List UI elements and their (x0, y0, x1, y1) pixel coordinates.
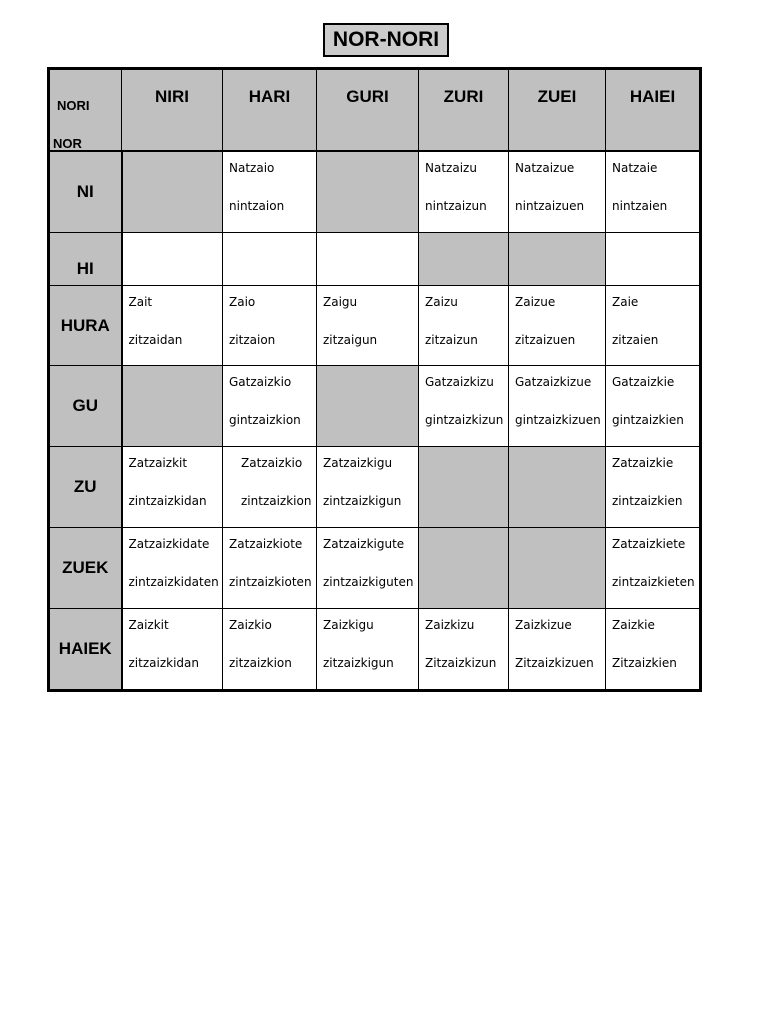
row-header-haiek: HAIEK (49, 609, 122, 691)
empty-cell (606, 233, 701, 286)
table-cell: Zaizkizu Zitzaizkizun (419, 609, 509, 691)
table-cell: Zaizu zitzaizun (419, 286, 509, 366)
table-cell: Zatzaizkio zintzaizkion (223, 447, 317, 528)
empty-cell (509, 233, 606, 286)
table-cell: Zaizkit zitzaizkidan (122, 609, 223, 691)
table-cell: Zaie zitzaien (606, 286, 701, 366)
table-cell: Zatzaizkit zintzaizkidan (122, 447, 223, 528)
empty-cell (122, 233, 223, 286)
table-cell: Zaizkio zitzaizkion (223, 609, 317, 691)
table-cell: Zaizkizue Zitzaizkizuen (509, 609, 606, 691)
column-header-haiei: HAIEI (606, 69, 701, 151)
table-row-hura (49, 286, 701, 366)
column-header-zuri: ZURI (419, 69, 509, 151)
table-cell: Gatzaizkie gintzaizkien (606, 366, 701, 447)
column-header-guri: GURI (317, 69, 419, 151)
table-row-ni (49, 151, 701, 233)
table-cell: Zaio zitzaion (223, 286, 317, 366)
table-cell: Natzaio nintzaion (223, 151, 317, 233)
table-cell: Zaizkie Zitzaizkien (606, 609, 701, 691)
header-row (49, 69, 701, 151)
column-header-hari: HARI (223, 69, 317, 151)
empty-cell (317, 233, 419, 286)
table-cell: Natzaie nintzaien (606, 151, 701, 233)
empty-cell (122, 151, 223, 233)
empty-cell (509, 528, 606, 609)
empty-cell (419, 528, 509, 609)
empty-cell (317, 151, 419, 233)
conjugation-table (47, 67, 702, 692)
empty-cell (317, 366, 419, 447)
row-header-zuek: ZUEK (49, 528, 122, 609)
table-row-zu (49, 447, 701, 528)
table-cell: Zaizue zitzaizuen (509, 286, 606, 366)
table-cell: Zait zitzaidan (122, 286, 223, 366)
empty-cell (419, 447, 509, 528)
column-header-zuei: ZUEI (509, 69, 606, 151)
table-cell: Gatzaizkio gintzaizkion (223, 366, 317, 447)
nor-axis-label: NOR (53, 136, 82, 151)
table-cell: Gatzaizkizue gintzaizkizuen (509, 366, 606, 447)
row-header-hura: HURA (49, 286, 122, 366)
column-header-niri: NIRI (122, 69, 223, 151)
table-cell: Zatzaizkie zintzaizkien (606, 447, 701, 528)
row-header-hi: HI (49, 233, 122, 286)
empty-cell (509, 447, 606, 528)
table-cell: Gatzaizkizu gintzaizkizun (419, 366, 509, 447)
table-cell: Natzaizue nintzaizuen (509, 151, 606, 233)
empty-cell (122, 366, 223, 447)
table-cell: Zaigu zitzaigun (317, 286, 419, 366)
table-cell: Zatzaizkiete zintzaizkieten (606, 528, 701, 609)
row-header-gu: GU (49, 366, 122, 447)
table-row-zuek (49, 528, 701, 609)
table-row-gu (49, 366, 701, 447)
nori-axis-label: NORI (57, 98, 90, 113)
page-title: NOR-NORI (323, 23, 449, 57)
table-cell: Natzaizu nintzaizun (419, 151, 509, 233)
empty-cell (223, 233, 317, 286)
row-header-zu: ZU (49, 447, 122, 528)
table-cell: Zatzaizkiote zintzaizkioten (223, 528, 317, 609)
table-cell: Zatzaizkidate zintzaizkidaten (122, 528, 223, 609)
corner-cell (49, 69, 122, 151)
table-row-hi (49, 233, 701, 286)
table-row-haiek (49, 609, 701, 691)
row-header-ni: NI (49, 151, 122, 233)
table-cell: Zaizkigu zitzaizkigun (317, 609, 419, 691)
empty-cell (419, 233, 509, 286)
table-cell: Zatzaizkigute zintzaizkiguten (317, 528, 419, 609)
table-cell: Zatzaizkigu zintzaizkigun (317, 447, 419, 528)
